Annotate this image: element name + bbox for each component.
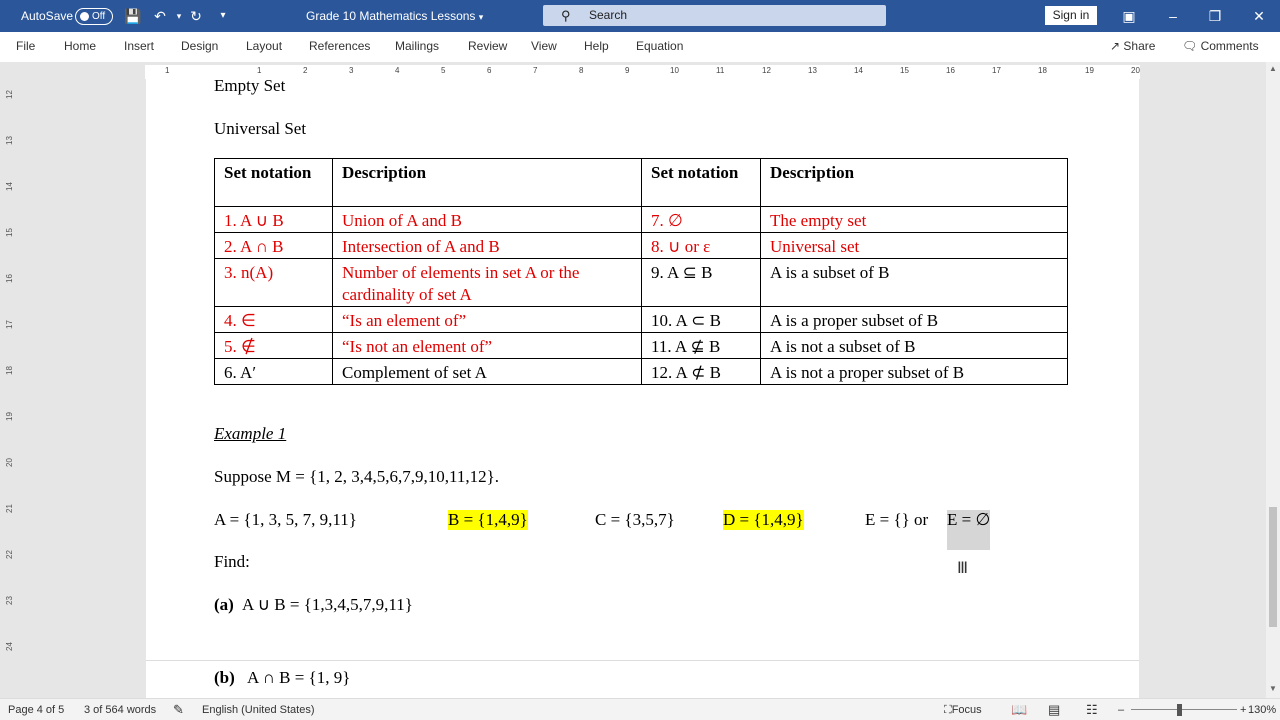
ruler-tick: 9 bbox=[625, 66, 630, 75]
undo-dropdown-icon[interactable]: ▾ bbox=[176, 11, 182, 21]
title-dropdown-icon: ▾ bbox=[478, 12, 484, 22]
toggle-knob bbox=[80, 12, 89, 21]
set-d: D = {1,4,9} bbox=[723, 510, 804, 529]
ruler-tick: 3 bbox=[349, 66, 354, 75]
empty-set-line: Empty Set bbox=[214, 76, 286, 95]
comments-button[interactable]: 🗨 Comments bbox=[1182, 39, 1259, 53]
zoom-in-icon[interactable]: + bbox=[1240, 704, 1247, 716]
ruler-tick: 7 bbox=[533, 66, 538, 75]
set-notation-table bbox=[214, 158, 1068, 385]
table-cell: A is a proper subset of B bbox=[761, 307, 1068, 333]
set-a: A = {1, 3, 5, 7, 9,11} bbox=[214, 510, 357, 529]
share-button[interactable]: ↗ Share bbox=[1110, 39, 1156, 53]
ribbon-tabs bbox=[0, 32, 1280, 63]
page-break-line bbox=[146, 660, 1139, 661]
tab-home[interactable]: Home bbox=[64, 39, 97, 53]
ruler-tick: 6 bbox=[487, 66, 492, 75]
ruler-tick: 17 bbox=[992, 66, 1001, 75]
minimize-icon[interactable]: – bbox=[1169, 8, 1177, 24]
vertical-ruler[interactable] bbox=[0, 62, 20, 698]
table-cell: Number of elements in set A or the cardinality of set A bbox=[333, 259, 642, 307]
part-b-expression: A ∩ B = {1, 9} bbox=[247, 668, 351, 687]
ruler-tick: 8 bbox=[579, 66, 584, 75]
ruler-tick: 15 bbox=[4, 228, 14, 237]
title-bar bbox=[0, 0, 1280, 32]
table-cell: “Is an element of” bbox=[333, 307, 642, 333]
ruler-tick: 13 bbox=[4, 136, 14, 145]
ruler-tick: 20 bbox=[1131, 66, 1140, 75]
ruler-tick: 2 bbox=[303, 66, 308, 75]
suppose-line: Suppose M = {1, 2, 3,4,5,6,7,9,10,11,12}. bbox=[214, 467, 500, 486]
table-cell: 3. n(A) bbox=[215, 259, 333, 307]
table-cell: 9. A ⊆ B bbox=[642, 259, 761, 307]
ruler-tick: 12 bbox=[762, 66, 771, 75]
ruler-tick: 16 bbox=[946, 66, 955, 75]
page-count[interactable]: Page 4 of 5 bbox=[8, 704, 65, 716]
table-cell: 1. A ∪ B bbox=[215, 207, 333, 233]
tab-equation[interactable]: Equation bbox=[636, 39, 684, 53]
ruler-tick: 23 bbox=[4, 596, 14, 605]
customize-toolbar-icon[interactable]: ▾ bbox=[220, 10, 226, 21]
ruler-tick: 19 bbox=[1085, 66, 1094, 75]
tab-review[interactable]: Review bbox=[468, 39, 508, 53]
table-cell: 8. ∪ or ε bbox=[642, 233, 761, 259]
table-cell: 10. A ⊂ B bbox=[642, 307, 761, 333]
table-cell: A is not a subset of B bbox=[761, 333, 1068, 359]
ruler-tick: 1 bbox=[165, 66, 170, 75]
document-title[interactable] bbox=[306, 0, 483, 33]
tab-references[interactable]: References bbox=[309, 39, 371, 53]
ribbon-display-options-icon[interactable]: ▣ bbox=[1122, 8, 1136, 24]
document-title-text: Grade 10 Mathematics Lessons bbox=[306, 9, 476, 23]
table-row bbox=[215, 207, 1068, 233]
save-icon[interactable]: 💾 bbox=[124, 8, 142, 24]
table-cell: Universal set bbox=[761, 233, 1068, 259]
search-placeholder: Search bbox=[589, 8, 628, 22]
ruler-tick: 18 bbox=[4, 366, 14, 375]
close-icon[interactable]: ✕ bbox=[1253, 8, 1265, 24]
vertical-scrollbar[interactable] bbox=[1266, 62, 1280, 698]
ruler-tick: 14 bbox=[4, 182, 14, 191]
tab-mailings[interactable]: Mailings bbox=[395, 39, 440, 53]
tab-design[interactable]: Design bbox=[181, 39, 219, 53]
table-cell: “Is not an element of” bbox=[333, 333, 642, 359]
document-workspace bbox=[0, 62, 1266, 698]
read-mode-icon[interactable]: 📖 bbox=[1011, 702, 1028, 717]
redo-icon[interactable]: ↻ bbox=[190, 8, 202, 24]
table-cell: Union of A and B bbox=[333, 207, 642, 233]
table-header: Description bbox=[761, 159, 1068, 207]
tab-view[interactable]: View bbox=[531, 39, 557, 53]
zoom-slider-handle[interactable] bbox=[1177, 704, 1182, 716]
table-cell: A is a subset of B bbox=[761, 259, 1068, 307]
table-cell: Intersection of A and B bbox=[333, 233, 642, 259]
status-bar bbox=[0, 698, 1280, 720]
zoom-out-icon[interactable]: – bbox=[1118, 704, 1125, 716]
focus-label: Focus bbox=[951, 704, 982, 716]
table-cell: 11. A ⊈ B bbox=[642, 333, 761, 359]
search-icon: ⚲ bbox=[561, 8, 571, 23]
table-cell: The empty set bbox=[761, 207, 1068, 233]
table-cell: A is not a proper subset of B bbox=[761, 359, 1068, 385]
word-count[interactable]: 3 of 564 words bbox=[84, 704, 157, 716]
restore-icon[interactable]: ❐ bbox=[1208, 8, 1222, 24]
tab-help[interactable]: Help bbox=[584, 39, 609, 53]
search-box[interactable] bbox=[543, 5, 886, 26]
comments-label: Comments bbox=[1200, 39, 1259, 53]
example-heading: Example 1 bbox=[214, 424, 287, 443]
table-cell: 4. ∈ bbox=[215, 307, 333, 333]
table-row bbox=[215, 233, 1068, 259]
ruler-tick: 14 bbox=[854, 66, 863, 75]
ruler-tick: 5 bbox=[441, 66, 446, 75]
web-layout-icon[interactable]: ☷ bbox=[1086, 702, 1098, 717]
tab-file[interactable]: File bbox=[16, 39, 36, 53]
ruler-tick: 20 bbox=[4, 458, 14, 467]
table-row bbox=[215, 307, 1068, 333]
table-header-row bbox=[215, 159, 1068, 207]
table-cell: 5. ∉ bbox=[215, 333, 333, 359]
ruler-tick: 21 bbox=[4, 504, 14, 513]
ruler-tick: 16 bbox=[4, 274, 14, 283]
find-label: Find: bbox=[214, 552, 250, 571]
zoom-level[interactable]: 130% bbox=[1248, 704, 1277, 716]
undo-icon[interactable]: ↶ bbox=[154, 8, 166, 24]
autosave-state: Off bbox=[92, 11, 106, 22]
autosave-toggle[interactable] bbox=[75, 8, 113, 25]
ruler-tick: 4 bbox=[395, 66, 400, 75]
set-e-alt: E = ∅ bbox=[947, 510, 990, 550]
text-cursor-icon: Ⅲ bbox=[957, 560, 969, 577]
part-a-label: (a) bbox=[214, 595, 234, 614]
proofing-icon[interactable]: ✎ bbox=[173, 702, 184, 717]
table-header: Set notation bbox=[215, 159, 333, 207]
scrollbar-thumb[interactable] bbox=[1269, 507, 1277, 627]
zoom-slider[interactable] bbox=[1131, 709, 1237, 710]
ruler-tick: 12 bbox=[4, 90, 14, 99]
part-b-label: (b) bbox=[214, 668, 235, 687]
ruler-tick: 11 bbox=[716, 66, 725, 75]
autosave-label: AutoSave bbox=[21, 9, 74, 23]
scroll-down-icon[interactable]: ▼ bbox=[1269, 684, 1277, 693]
ruler-tick: 15 bbox=[900, 66, 909, 75]
language-indicator[interactable]: English (United States) bbox=[202, 704, 315, 716]
ruler-tick: 19 bbox=[4, 412, 14, 421]
table-row bbox=[215, 333, 1068, 359]
scroll-up-icon[interactable]: ▲ bbox=[1269, 64, 1277, 73]
print-layout-icon[interactable]: ▤ bbox=[1048, 702, 1061, 717]
ruler-tick: 18 bbox=[1038, 66, 1047, 75]
table-row bbox=[215, 259, 1068, 307]
share-label: Share bbox=[1123, 39, 1156, 53]
set-c: C = {3,5,7} bbox=[595, 510, 675, 529]
horizontal-ruler[interactable] bbox=[145, 65, 1140, 79]
ruler-tick: 17 bbox=[4, 320, 14, 329]
table-header: Set notation bbox=[642, 159, 761, 207]
set-e: E = {} or bbox=[865, 510, 929, 529]
table-header: Description bbox=[333, 159, 642, 207]
focus-button[interactable]: ⛶ Focus bbox=[944, 699, 952, 720]
ruler-tick: 10 bbox=[670, 66, 679, 75]
ruler-tick: 1 bbox=[257, 66, 262, 75]
table-cell: Complement of set A bbox=[333, 359, 642, 385]
ruler-tick: 13 bbox=[808, 66, 817, 75]
part-a-expression: A ∪ B = {1,3,4,5,7,9,11} bbox=[242, 595, 413, 614]
tab-insert[interactable]: Insert bbox=[124, 39, 155, 53]
table-cell: 12. A ⊄ B bbox=[642, 359, 761, 385]
tab-layout[interactable]: Layout bbox=[246, 39, 283, 53]
document-page[interactable] bbox=[146, 78, 1139, 698]
table-cell: 7. ∅ bbox=[642, 207, 761, 233]
set-b: B = {1,4,9} bbox=[448, 510, 528, 529]
universal-set-line: Universal Set bbox=[214, 119, 307, 138]
sign-in-button[interactable]: Sign in bbox=[1045, 6, 1097, 25]
table-cell: 6. A′ bbox=[215, 359, 333, 385]
ruler-tick: 22 bbox=[4, 550, 14, 559]
ruler-tick: 24 bbox=[4, 642, 14, 651]
table-row bbox=[215, 359, 1068, 385]
table-cell: 2. A ∩ B bbox=[215, 233, 333, 259]
